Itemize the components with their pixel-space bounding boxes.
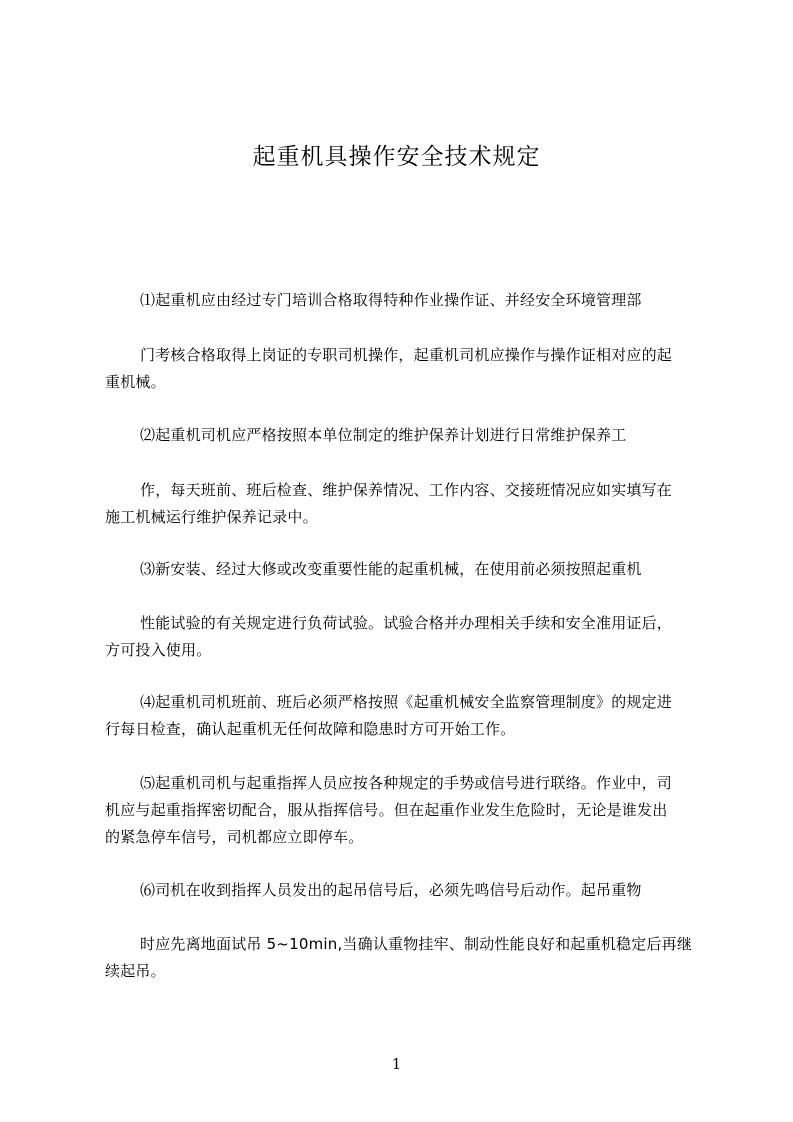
paragraph-line: 门考核合格取得上岗证的专职司机操作，起重机司机应操作与操作证相对应的起 bbox=[140, 346, 673, 364]
paragraph-line: 机应与起重指挥密切配合，服从指挥信号。但在起重作业发生危险时，无论是谁发出 bbox=[105, 801, 668, 819]
document-title: 起重机具操作安全技术规定 bbox=[252, 144, 541, 170]
paragraph-line: ⑷起重机司机班前、班后必须严格按照《起重机械安全监察管理制度》的规定进 bbox=[140, 693, 673, 711]
paragraph-line: ⑴起重机应由经过专门培训合格取得特种作业操作证、并经安全环境管理部 bbox=[140, 291, 642, 309]
paragraph-line: ⑵起重机司机应严格按照本单位制定的维护保养计划进行日常维护保养工 bbox=[140, 426, 627, 444]
page-number: 1 bbox=[391, 1055, 402, 1073]
paragraph-line: 方可投入使用。 bbox=[105, 641, 212, 659]
paragraph-line: 的紧急停车信号，司机都应立即停车。 bbox=[105, 828, 364, 846]
paragraph-line: ⑸起重机司机与起重指挥人员应按各种规定的手势或信号进行联络。作业中，司 bbox=[140, 774, 673, 792]
paragraph-line: 时应先离地面试吊 5~10min,当确认重物挂牢、制动性能良好和起重机稳定后再继 bbox=[140, 935, 693, 953]
paragraph-line: 重机械。 bbox=[105, 373, 166, 391]
paragraph-line: ⑶新安装、经过大修或改变重要性能的起重机械，在使用前必须按照起重机 bbox=[140, 560, 642, 578]
paragraph-line: 续起吊。 bbox=[105, 962, 166, 980]
paragraph-line: ⑹司机在收到指挥人员发出的起吊信号后，必须先鸣信号后动作。起吊重物 bbox=[140, 881, 642, 899]
paragraph-line: 行每日检查，确认起重机无任何故障和隐患时方可开始工作。 bbox=[105, 720, 516, 738]
paragraph-line: 作，每天班前、班后检查、维护保养情况、工作内容、交接班情况应如实填写在 bbox=[140, 481, 673, 499]
paragraph-line: 施工机械运行维护保养记录中。 bbox=[105, 508, 318, 526]
paragraph-line: 性能试验的有关规定进行负荷试验。试验合格并办理相关手续和安全准用证后， bbox=[140, 614, 673, 632]
